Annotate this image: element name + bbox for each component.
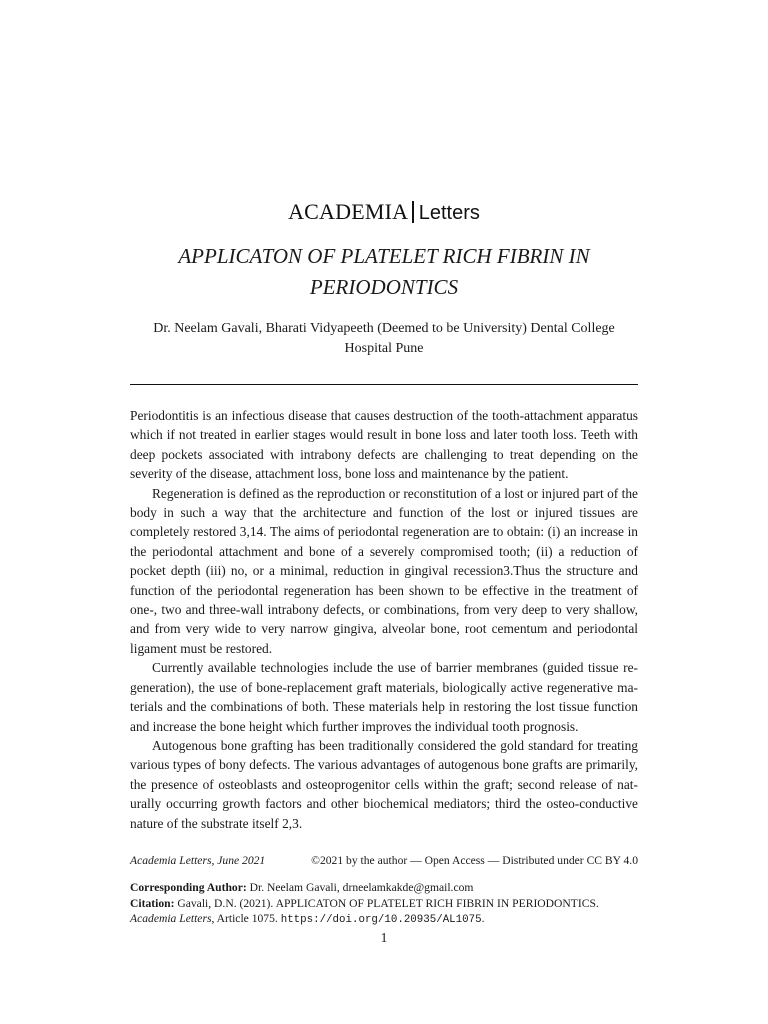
body-paragraph: Currently available technologies include the use of barrier membranes (guided tissue regeneration), the use of bone-replacement graft materials, biologically active regenerative materials and the combinations of both. These materials help in restoring the lost tissue function and increase the bone height which further improves the individual tooth prognosis. bbox=[130, 660, 638, 734]
article-title-line-1: APPLICATON OF PLATELET RICH FIBRIN IN bbox=[178, 244, 590, 268]
body-paragraph: Autogenous bone grafting has been traditionally considered the gold standard for treating various types of bony defects. The various advantages of autogenous bone grafts are primarily, the presence of osteoblasts and osteoprogenitor cells within the graft; second release of naturally occurring growth factors and other biochemical mediators; third the osteo-conductive nature of the substrate itself 2,3. bbox=[130, 737, 638, 831]
article-title bbox=[130, 241, 638, 303]
citation-article: , Article 1075. bbox=[211, 912, 278, 925]
article-body bbox=[130, 406, 638, 833]
author-affiliation bbox=[130, 319, 638, 359]
footer-journal: Academia Letters, June 2021 bbox=[130, 854, 266, 867]
corresponding-value: Dr. Neelam Gavali, drneelamkakde@gmail.com bbox=[249, 881, 474, 894]
header-rule bbox=[130, 384, 638, 385]
journal-brand: ACADEMIA bbox=[288, 199, 409, 224]
citation-doi-link[interactable]: https://doi.org/10.20935/AL1075 bbox=[280, 914, 482, 926]
citation-journal: Academia Letters bbox=[130, 912, 212, 925]
citation-text: Gavali, D.N. (2021). APPLICATON OF PLATELET RICH FIBRIN IN PERIODONTICS. bbox=[177, 896, 599, 910]
footer-license: ©2021 by the author — Open Access — Distributed under CC BY 4.0 bbox=[311, 854, 638, 867]
citation bbox=[130, 896, 638, 929]
corresponding-label: Corresponding Author: bbox=[130, 881, 247, 894]
journal-masthead bbox=[0, 198, 768, 227]
body-paragraph: Regeneration is defined as the reproduction or reconstitution of a lost or injured part of the body in such a way that the architecture and function of the lost or injured tissues are completely restored 3,14. The aims of periodontal regeneration are to obtain: (i) an increase in the periodontal attachment and bone of a severely compromised tooth; (ii) a reduction of pocket depth (iii) no, or a minimal, reduction in gingival recession3.Thus the structure and function of the periodontal regeneration has been shown to be effective in the treatment of one-, two and three-wall intrabony defects, or combinations, from very deep to very shallow, and from very wide to very narrow gingiva, alveolar bone, root cementum and periodontal ligament must be restored. bbox=[130, 485, 638, 656]
article-title-line-2: PERIODONTICS bbox=[309, 275, 459, 299]
body-paragraph: Periodontitis is an infectious disease that causes destruction of the tooth-attachment apparatus which if not treated in earlier stages would result in bone loss and later tooth loss. Teeth with deep pockets associated with intrabony defects are challenging to treat depending on the severity of the disease, attachment loss, bone loss and maintenance by the patient. bbox=[130, 408, 638, 482]
corresponding-author bbox=[130, 880, 638, 896]
author-line-1: Dr. Neelam Gavali, Bharati Vidyapeeth (Deemed to be University) Dental College bbox=[153, 321, 615, 336]
footer-meta bbox=[130, 853, 638, 869]
page-number: 1 bbox=[380, 930, 388, 945]
citation-label: Citation: bbox=[130, 896, 175, 910]
masthead-divider bbox=[412, 201, 414, 223]
journal-series: Letters bbox=[418, 202, 480, 224]
author-line-2: Hospital Pune bbox=[344, 341, 424, 356]
citation-end: . bbox=[481, 912, 485, 925]
footnotes bbox=[130, 880, 638, 929]
